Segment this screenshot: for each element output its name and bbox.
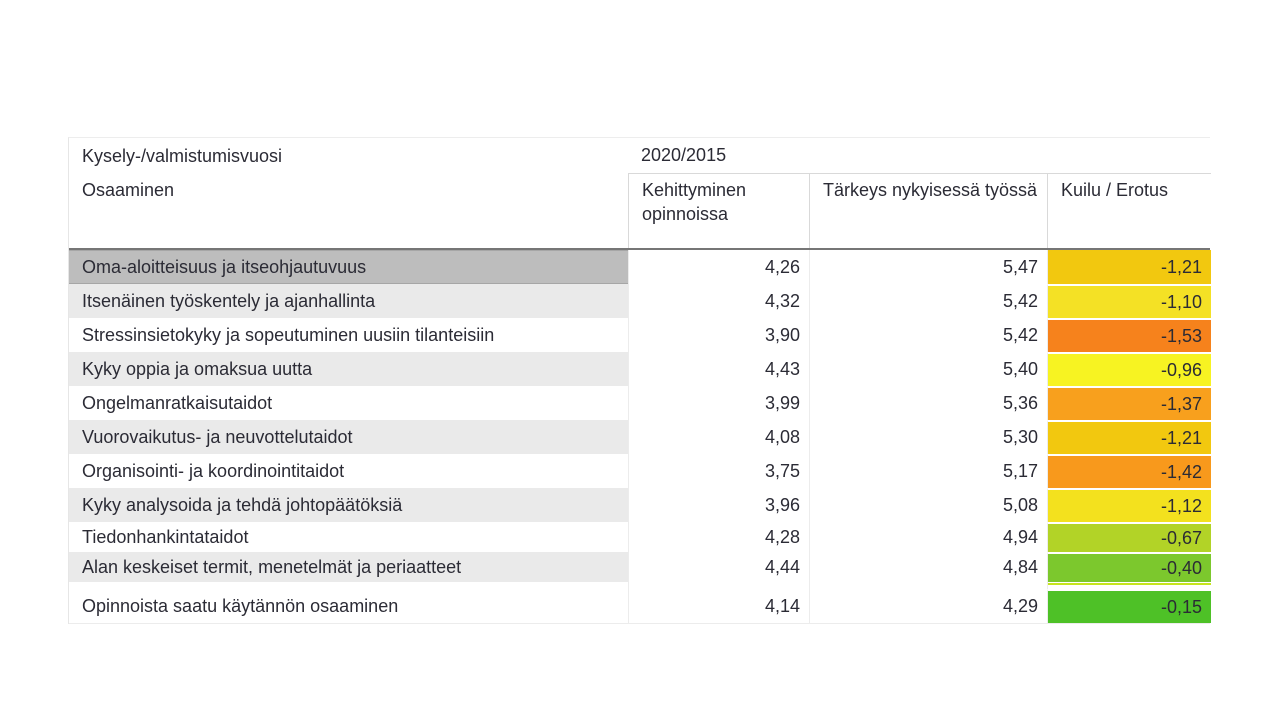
row-label: Oma-aloitteisuus ja itseohjautuvuus (69, 250, 628, 284)
cell-kehittyminen: 4,28 (628, 522, 809, 552)
table-row[interactable] (69, 250, 1210, 284)
table-bottom-border (69, 623, 1210, 624)
table-row[interactable] (69, 522, 1210, 552)
cell-tarkeys: 5,30 (809, 420, 1047, 454)
cell-kehittyminen: 4,44 (628, 552, 809, 582)
row-label: Tiedonhankintataidot (82, 526, 249, 547)
cell-kehittyminen: 3,75 (628, 454, 809, 488)
column-header-kuilu[interactable]: Kuilu / Erotus (1047, 174, 1211, 248)
cell-kuilu: -0,96 (1047, 352, 1211, 386)
table-row[interactable] (69, 552, 1210, 582)
cell-kehittyminen: 4,08 (628, 420, 809, 454)
row-label: Organisointi- ja koordinointitaidot (82, 460, 345, 481)
row-label: Kyky analysoida ja tehdä johtopäätöksiä (69, 488, 628, 522)
table-row[interactable] (69, 488, 1210, 522)
row-label: Itsenäinen työskentely ja ajanhallinta (69, 284, 628, 318)
column-header-tarkeys[interactable]: Tärkeys nykyisessä työssä (809, 174, 1047, 248)
matrix-table (68, 137, 1210, 624)
row-label: Opinnoista saatu käytännön osaaminen (82, 595, 399, 616)
cell-tarkeys: 5,42 (809, 284, 1047, 318)
table-row[interactable] (69, 386, 1210, 420)
cell-kuilu: -1,37 (1047, 386, 1211, 420)
table-row[interactable] (69, 589, 1210, 623)
cell-kuilu: -0,15 (1047, 589, 1211, 623)
table-header-group-row (69, 138, 1210, 174)
cell-tarkeys: 4,84 (809, 552, 1047, 582)
column-header-osaaminen[interactable]: Osaaminen (82, 180, 175, 200)
cell-tarkeys: 5,42 (809, 318, 1047, 352)
cell-tarkeys: 5,40 (809, 352, 1047, 386)
cell-tarkeys: 5,17 (809, 454, 1047, 488)
row-label: Ongelmanratkaisutaidot (82, 392, 273, 413)
cell-tarkeys: 5,47 (809, 250, 1047, 284)
cell-kuilu: -1,21 (1047, 250, 1211, 284)
row-label: Stressinsietokyky ja sopeutuminen uusiin tilanteisiin (82, 324, 495, 345)
cell-tarkeys: 4,94 (809, 522, 1047, 552)
cell-kehittyminen: 4,14 (628, 589, 809, 623)
table-column-headers (69, 174, 1210, 248)
cell-tarkeys: 5,36 (809, 386, 1047, 420)
cell-tarkeys: 4,29 (809, 589, 1047, 623)
table-row[interactable] (69, 352, 1210, 386)
cell-kuilu: -1,21 (1047, 420, 1211, 454)
cell-kuilu: -1,10 (1047, 284, 1211, 318)
cell-kehittyminen: 3,96 (628, 488, 809, 522)
row-label: Kyky oppia ja omaksua uutta (69, 352, 628, 386)
partial-row-sliver (1048, 583, 1211, 585)
cell-kuilu: -1,53 (1047, 318, 1211, 352)
cell-tarkeys: 5,08 (809, 488, 1047, 522)
table-row[interactable] (69, 454, 1210, 488)
column-group-value: 2020/2015 (628, 138, 1211, 174)
cell-kuilu: -1,42 (1047, 454, 1211, 488)
table-row[interactable] (69, 284, 1210, 318)
cell-kehittyminen: 4,32 (628, 284, 809, 318)
row-label: Vuorovaikutus- ja neuvottelutaidot (69, 420, 628, 454)
cell-kuilu: -1,12 (1047, 488, 1211, 522)
column-header-kehittyminen[interactable]: Kehittyminen opinnoissa (628, 174, 809, 248)
cell-kehittyminen: 3,99 (628, 386, 809, 420)
cell-kehittyminen: 3,90 (628, 318, 809, 352)
cell-kuilu: -0,40 (1047, 552, 1211, 582)
table-row[interactable] (69, 318, 1210, 352)
cell-kuilu: -0,67 (1047, 522, 1211, 552)
row-group-title: Kysely-/valmistumisvuosi (82, 145, 283, 166)
row-label: Alan keskeiset termit, menetelmät ja periaatteet (69, 552, 628, 582)
table-row[interactable] (69, 420, 1210, 454)
partial-row-gap (69, 582, 1210, 589)
cell-kehittyminen: 4,26 (628, 250, 809, 284)
cell-kehittyminen: 4,43 (628, 352, 809, 386)
